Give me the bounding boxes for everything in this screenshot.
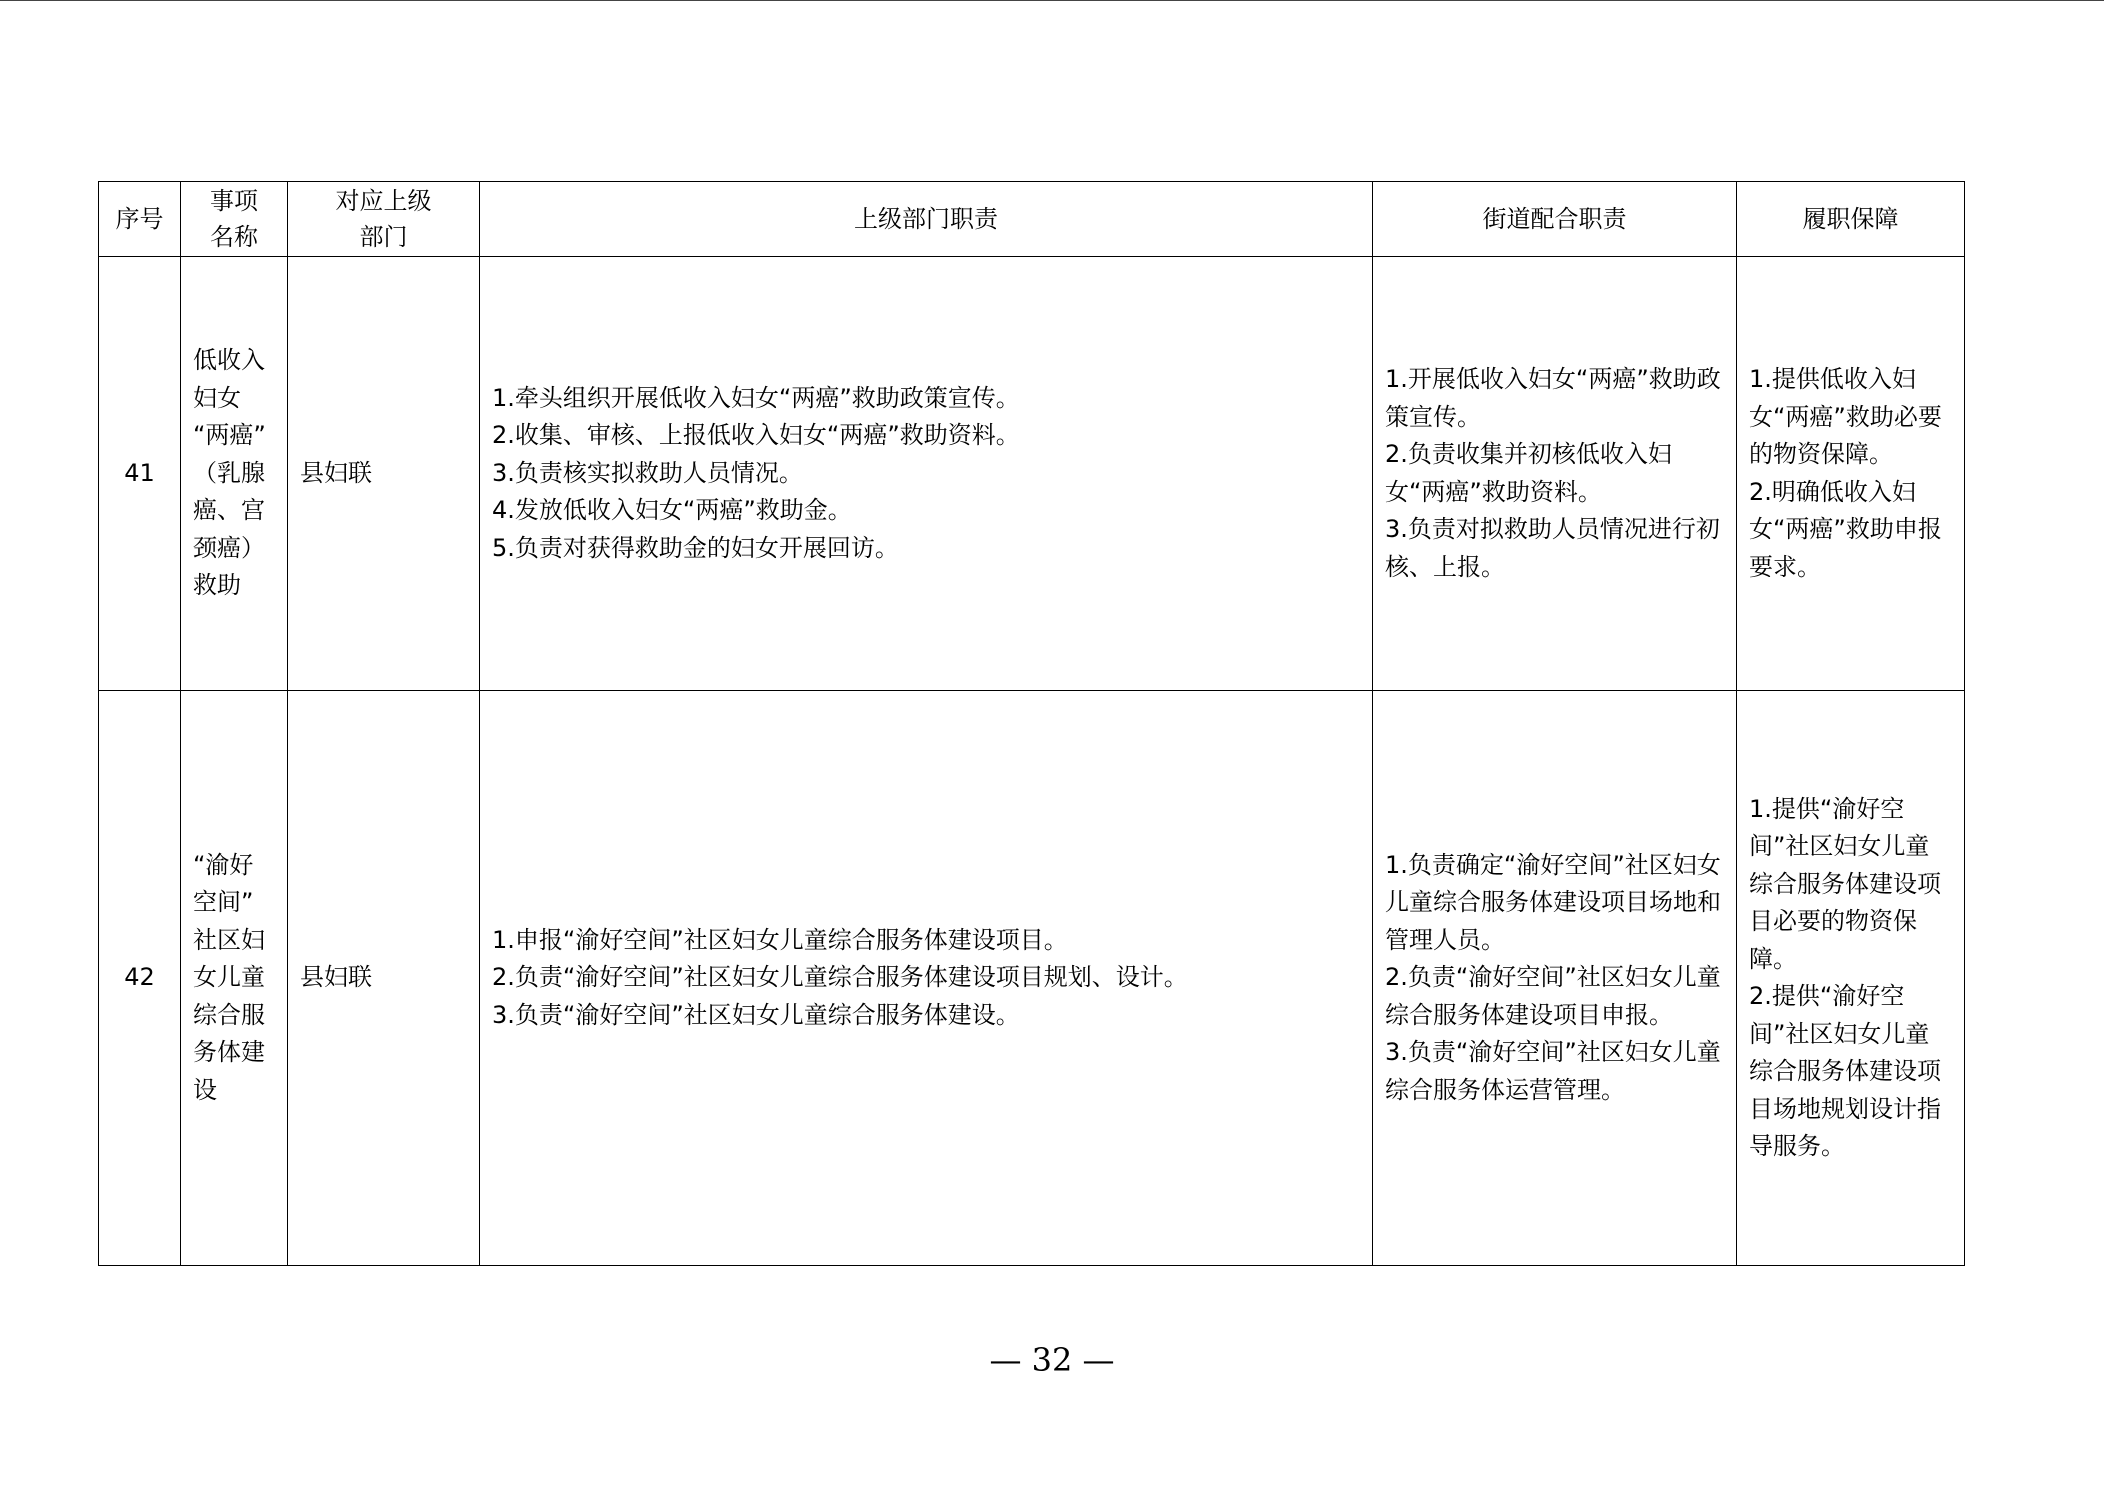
item-name-line: 综合服 bbox=[193, 1000, 265, 1029]
guarantee-item: 2.明确低收入妇女“两癌”救助申报要求。 bbox=[1749, 477, 1942, 581]
street-duty-item: 2.负责“渝好空间”社区妇女儿童综合服务体建设项目申报。 bbox=[1385, 963, 1721, 1029]
item-name-line: 妇女 bbox=[193, 383, 241, 412]
duty-table bbox=[98, 181, 1965, 1266]
header-guarantee: 履职保障 bbox=[1737, 182, 1965, 257]
item-name-line: 低收入 bbox=[193, 346, 265, 375]
row-upper-duty bbox=[480, 691, 1373, 1266]
row-seq: 41 bbox=[99, 257, 181, 691]
row-street-duty bbox=[1373, 257, 1737, 691]
header-upper-duty: 上级部门职责 bbox=[480, 182, 1373, 257]
row-item-name bbox=[181, 691, 288, 1266]
duty-item: 1.申报“渝好空间”社区妇女儿童综合服务体建设项目。 bbox=[492, 925, 1068, 954]
header-item-name-line2: 名称 bbox=[210, 223, 258, 251]
row-guarantee bbox=[1737, 691, 1965, 1266]
item-name-line: 癌、宫 bbox=[193, 496, 265, 525]
item-name-line: “两癌” bbox=[193, 421, 266, 450]
row-upper-department: 县妇联 bbox=[288, 691, 480, 1266]
duty-item: 1.牵头组织开展低收入妇女“两癌”救助政策宣传。 bbox=[492, 383, 1020, 412]
row-upper-department: 县妇联 bbox=[288, 257, 480, 691]
header-upper-department-line1: 对应上级 bbox=[335, 187, 432, 215]
item-name-line: 设 bbox=[193, 1075, 217, 1104]
header-item-name-line1: 事项 bbox=[210, 187, 258, 215]
duty-item: 3.负责“渝好空间”社区妇女儿童综合服务体建设。 bbox=[492, 1000, 1020, 1029]
header-item-name bbox=[181, 182, 288, 257]
top-border-line bbox=[0, 0, 2104, 1]
guarantee-item: 2.提供“渝好空间”社区妇女儿童综合服务体建设项目场地规划设计指导服务。 bbox=[1749, 982, 1941, 1160]
item-name-line: 空间” bbox=[193, 888, 254, 917]
page-number: — 32 — bbox=[989, 1341, 1115, 1379]
duty-item: 2.负责“渝好空间”社区妇女儿童综合服务体建设项目规划、设计。 bbox=[492, 963, 1188, 992]
duty-item: 5.负责对获得救助金的妇女开展回访。 bbox=[492, 533, 899, 562]
item-name-line: 女儿童 bbox=[193, 963, 265, 992]
row-upper-duty bbox=[480, 257, 1373, 691]
table-row bbox=[99, 257, 1965, 691]
row-seq: 42 bbox=[99, 691, 181, 1266]
item-name-line: “渝好 bbox=[193, 850, 254, 879]
row-street-duty bbox=[1373, 691, 1737, 1266]
table-row bbox=[99, 691, 1965, 1266]
table-header-row bbox=[99, 182, 1965, 257]
header-seq: 序号 bbox=[99, 182, 181, 257]
street-duty-item: 3.负责对拟救助人员情况进行初核、上报。 bbox=[1385, 515, 1720, 581]
header-upper-department bbox=[288, 182, 480, 257]
item-name-line: 务体建 bbox=[193, 1038, 265, 1067]
street-duty-item: 3.负责“渝好空间”社区妇女儿童综合服务体运营管理。 bbox=[1385, 1038, 1721, 1104]
item-name-line: （乳腺 bbox=[193, 458, 265, 487]
duty-item: 3.负责核实拟救助人员情况。 bbox=[492, 458, 803, 487]
street-duty-item: 2.负责收集并初核低收入妇女“两癌”救助资料。 bbox=[1385, 440, 1672, 506]
street-duty-item: 1.负责确定“渝好空间”社区妇女儿童综合服务体建设项目场地和管理人员。 bbox=[1385, 850, 1721, 954]
item-name-line: 颈癌） bbox=[193, 533, 265, 562]
street-duty-item: 1.开展低收入妇女“两癌”救助政策宣传。 bbox=[1385, 365, 1721, 431]
item-name-line: 救助 bbox=[193, 571, 241, 600]
row-item-name bbox=[181, 257, 288, 691]
header-street-duty: 街道配合职责 bbox=[1373, 182, 1737, 257]
row-guarantee bbox=[1737, 257, 1965, 691]
duty-item: 4.发放低收入妇女“两癌”救助金。 bbox=[492, 496, 852, 525]
guarantee-item: 1.提供“渝好空间”社区妇女儿童综合服务体建设项目必要的物资保障。 bbox=[1749, 794, 1941, 973]
duty-item: 2.收集、审核、上报低收入妇女“两癌”救助资料。 bbox=[492, 421, 1020, 450]
guarantee-item: 1.提供低收入妇女“两癌”救助必要的物资保障。 bbox=[1749, 365, 1942, 468]
header-upper-department-line2: 部门 bbox=[359, 223, 408, 251]
item-name-line: 社区妇 bbox=[193, 925, 265, 954]
